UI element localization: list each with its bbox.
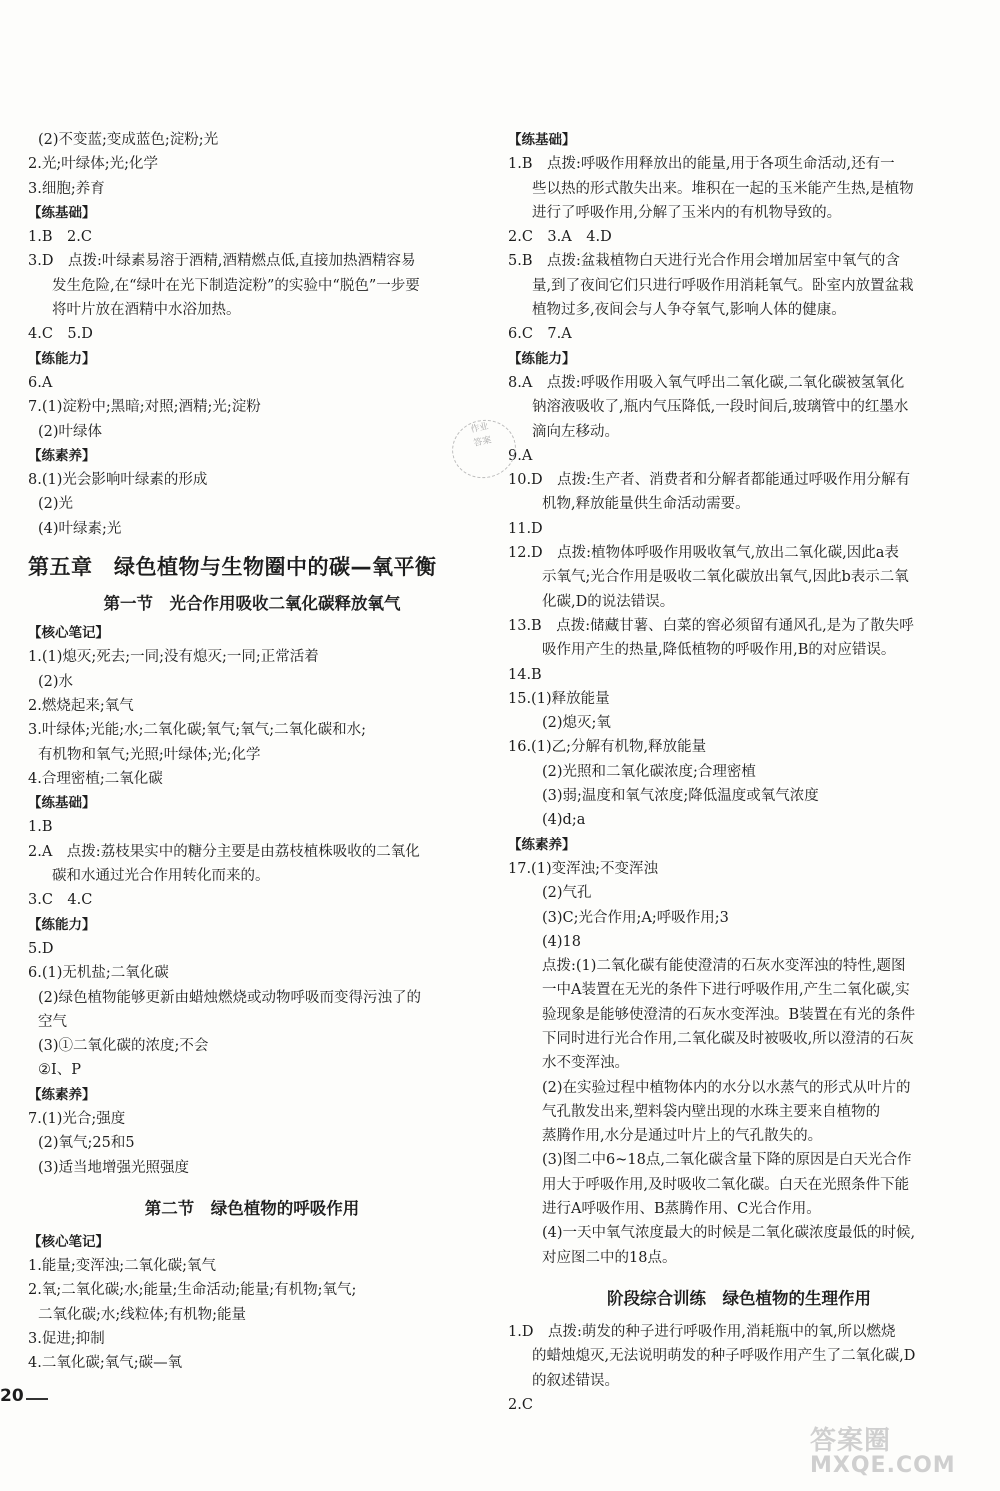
answer-line: (3)图二中6~18点,二氧化碳含量下降的原因是白天光合作: [542, 1152, 912, 1169]
answer-line: 钠溶液吸收了,瓶内气压降低,一段时间后,玻璃管中的红墨水: [532, 399, 909, 416]
section-label: 【练基础】: [508, 132, 576, 148]
answer-line: (4)叶绿素;光: [38, 520, 122, 537]
answer-line: 8.(1)光会影响叶绿素的形成: [28, 472, 208, 489]
answer-line: 3.细胞;养育: [28, 180, 105, 197]
answer-line: (2)不变蓝;变成蓝色;淀粉;光: [38, 132, 219, 148]
answer-line: 吸作用产生的热量,降低植物的呼吸作用,B的对应错误。: [542, 642, 896, 659]
answer-line: 对应图二中的18点。: [542, 1249, 677, 1266]
answer-line: 验现象是能够使澄清的石灰水变浑浊。B装置在有光的条件: [542, 1006, 916, 1023]
section-label: 【练能力】: [28, 350, 96, 367]
section-label: 【练素养】: [28, 447, 96, 464]
answer-line: 下同时进行光合作用,二氧化碳及时被吸收,所以澄清的石灰: [542, 1030, 914, 1047]
answer-line: 12.D 点拨:植物体呼吸作用吸收氧气,放出二氧化碳,因此a表: [508, 545, 899, 562]
watermark-sub: MXQE.COM: [810, 1453, 956, 1478]
chapter-title: 第五章 绿色植物与生物圈中的碳—氧平衡: [28, 555, 437, 580]
answer-line: (2)叶绿体: [38, 423, 103, 440]
section1-title: 第一节 光合作用吸收二氧化碳释放氧气: [103, 594, 401, 614]
answer-line: 1.B 点拨:呼吸作用释放出的能量,用于各项生命活动,还有一: [508, 156, 895, 173]
watermark-main: 答案圈: [810, 1426, 892, 1456]
answer-line: (2)在实验过程中植物体内的水分以水蒸气的形式从叶片的: [542, 1079, 911, 1096]
answer-line: 6.C 7.A: [508, 326, 572, 343]
answer-line: 3.叶绿体;光能;水;二氧化碳;氧气;氧气;二氧化碳和水;: [28, 722, 367, 739]
answer-line: 碳和水通过光合作用转化而来的。: [52, 868, 270, 885]
answer-line: 3.促进;抑制: [28, 1331, 105, 1348]
answer-line: 空气: [38, 1013, 67, 1030]
answer-line: 4.合理密植;二氧化碳: [28, 770, 163, 787]
answer-line: 1.(1)熄灭;死去;一同;没有熄灭;一同;正常活着: [28, 649, 319, 666]
answer-line: 7.(1)光合;强度: [28, 1110, 126, 1127]
answer-line: 量,到了夜间它们只进行呼吸作用消耗氧气。卧室内放置盆栽: [532, 277, 914, 294]
answer-line: 的叙述错误。: [532, 1372, 619, 1389]
answer-line: 2.氧;二氧化碳;水;能量;生命活动;能量;有机物;氧气;: [28, 1282, 357, 1299]
answer-line: (4)18: [542, 933, 581, 950]
answer-line: (2)光照和二氧化碳浓度;合理密植: [542, 763, 756, 780]
section-label: 【练基础】: [28, 795, 96, 812]
stamp-line-2: 答案: [472, 435, 493, 449]
answer-line: 2.燃烧起来;氧气: [28, 697, 134, 714]
answer-line: 的蜡烛熄灭,无法说明萌发的种子呼吸作用产生了二氧化碳,D: [532, 1348, 916, 1365]
stage-lines: [508, 1320, 970, 1417]
answer-line: 1.能量;变浑浊;二氧化碳;氧气: [28, 1258, 216, 1275]
answer-line: 植物过多,夜间会与人争夺氧气,影响人体的健康。: [532, 302, 846, 319]
section-label: 【核心笔记】: [28, 1233, 109, 1250]
answer-line: 发生危险,在“绿叶在光下制造淀粉”的实验中“脱色”一步要: [52, 277, 420, 294]
section-label: 【练素养】: [28, 1086, 96, 1103]
answer-line: 8.A 点拨:呼吸作用吸入氧气呼出二氧化碳,二氧化碳被氢氧化: [508, 374, 905, 391]
answer-line: 10.D 点拨:生产者、消费者和分解者都能通过呼吸作用分解有: [508, 472, 911, 489]
answer-line: 1.B 2.C: [28, 229, 92, 246]
answer-line: 将叶片放在酒精中水浴加热。: [52, 302, 241, 319]
section-label: 【练基础】: [28, 204, 96, 221]
answer-line: 1.D 点拨:萌发的种子进行呼吸作用,消耗瓶中的氧,所以燃烧: [508, 1323, 896, 1340]
answer-line: 3.D 点拨:叶绿素易溶于酒精,酒精燃点低,直接加热酒精容易: [28, 253, 416, 270]
left-column: [28, 128, 476, 1376]
answer-line: 点拨:(1)二氧化碳有能使澄清的石灰水变浑浊的特性,题图: [542, 958, 906, 975]
answer-line: 5.B 点拨:盆栽植物白天进行光合作用会增加居室中氧气的含: [508, 253, 900, 270]
answer-line: 机物,释放能量供生命活动需要。: [542, 496, 750, 513]
answer-line: 3.C 4.C: [28, 892, 93, 909]
answer-line: 二氧化碳;水;线粒体;有机物;能量: [38, 1306, 247, 1323]
answer-line: 6.A: [28, 374, 53, 391]
answer-line: (3)①二氧化碳的浓度;不会: [38, 1038, 209, 1055]
stamp-line-1: 作业: [469, 421, 490, 436]
answer-line: (2)气孔: [542, 885, 592, 902]
answer-line: (2)熄灭;氧: [542, 715, 611, 732]
answer-line: (3)适当地增强光照强度: [38, 1159, 190, 1176]
answer-line: 17.(1)变浑浊;不变浑浊: [508, 860, 658, 877]
answer-line: 7.(1)淀粉中;黑暗;对照;酒精;光;淀粉: [28, 399, 261, 416]
right-column: [508, 128, 970, 1417]
answer-line: ②Ⅰ、P: [38, 1062, 81, 1079]
answer-line: (4)d;a: [542, 812, 586, 829]
answer-line: 6.(1)无机盐;二氧化碳: [28, 965, 169, 982]
answer-line: 进行了呼吸作用,分解了玉米内的有机物导致的。: [532, 204, 842, 221]
answer-line: 2.光;叶绿体;光;化学: [28, 156, 158, 173]
left-lines: [28, 128, 476, 541]
section-label: 【练素养】: [508, 836, 576, 853]
answer-line: 有机物和氧气;光照;叶绿体;光;化学: [38, 746, 261, 763]
answer-line: 2.C: [508, 1396, 533, 1413]
right-lines: [508, 128, 970, 1270]
answer-line: 4.C 5.D: [28, 326, 93, 343]
answer-line: 15.(1)释放能量: [508, 690, 610, 707]
answer-line: 16.(1)乙;分解有机物,释放能量: [508, 739, 707, 756]
answer-line: 进行A呼吸作用、B蒸腾作用、C光合作用。: [542, 1201, 821, 1218]
answer-line: 1.B: [28, 819, 53, 836]
answer-line: 一中A装置在无光的条件下进行呼吸作用,产生二氧化碳,实: [542, 982, 910, 999]
answer-line: 5.D: [28, 940, 54, 957]
section2-title: 第二节 绿色植物的呼吸作用: [144, 1198, 360, 1218]
page-number-dash: [26, 1398, 48, 1400]
answer-line: 示氧气;光合作用是吸收二氧化碳放出氧气,因此b表示二氧: [542, 569, 909, 586]
answer-line: 气孔散发出来,塑料袋内壁出现的水珠主要来自植物的: [542, 1103, 881, 1120]
answer-line: 4.二氧化碳;氧气;碳—氧: [28, 1355, 183, 1372]
section-label: 【练能力】: [508, 350, 576, 367]
section-label: 【核心笔记】: [28, 625, 109, 642]
answer-line: 13.B 点拨:储藏甘薯、白菜的窖必须留有通风孔,是为了散失呼: [508, 617, 914, 634]
watermark-logo: [810, 1420, 956, 1478]
section1-lines: [28, 621, 476, 1180]
answer-line: 些以热的形式散失出来。堆积在一起的玉米能产生热,是植物: [532, 180, 914, 197]
answer-line: (4)一天中氧气浓度最大的时候是二氧化碳浓度最低的时候,: [542, 1225, 916, 1242]
answer-line: 11.D: [508, 520, 543, 537]
answer-line: (3)C;光合作用;A;呼吸作用;3: [542, 909, 729, 926]
answer-line: 14.B: [508, 666, 542, 683]
answer-line: 化碳,D的说法错误。: [542, 593, 675, 610]
page-number: 20: [0, 1386, 24, 1406]
answer-line: (2)氧气;25和5: [38, 1135, 135, 1152]
answer-line: 蒸腾作用,水分是通过叶片上的气孔散失的。: [542, 1128, 823, 1145]
answer-line: 用大于呼吸作用,及时吸收二氧化碳。白天在光照条件下能: [542, 1176, 910, 1193]
section2-lines: [28, 1230, 476, 1376]
answer-line: 滴向左移动。: [532, 423, 619, 440]
stage-title: 阶段综合训练 绿色植物的生理作用: [607, 1288, 871, 1308]
answer-line: (2)绿色植物能够更新由蜡烛燃烧或动物呼吸而变得污浊了的: [38, 989, 422, 1006]
section-label: 【练能力】: [28, 916, 96, 933]
answer-line: (2)水: [38, 673, 74, 690]
answer-line: 2.C 3.A 4.D: [508, 229, 612, 246]
answer-line: (2)光: [38, 496, 74, 513]
answer-line: 9.A: [508, 447, 533, 464]
answer-line: (3)弱;温度和氧气浓度;降低温度或氧气浓度: [542, 788, 819, 805]
answer-line: 2.A 点拨:荔枝果实中的糖分主要是由荔枝植株吸收的二氧化: [28, 843, 420, 860]
answer-line: 水不变浑浊。: [542, 1055, 629, 1072]
